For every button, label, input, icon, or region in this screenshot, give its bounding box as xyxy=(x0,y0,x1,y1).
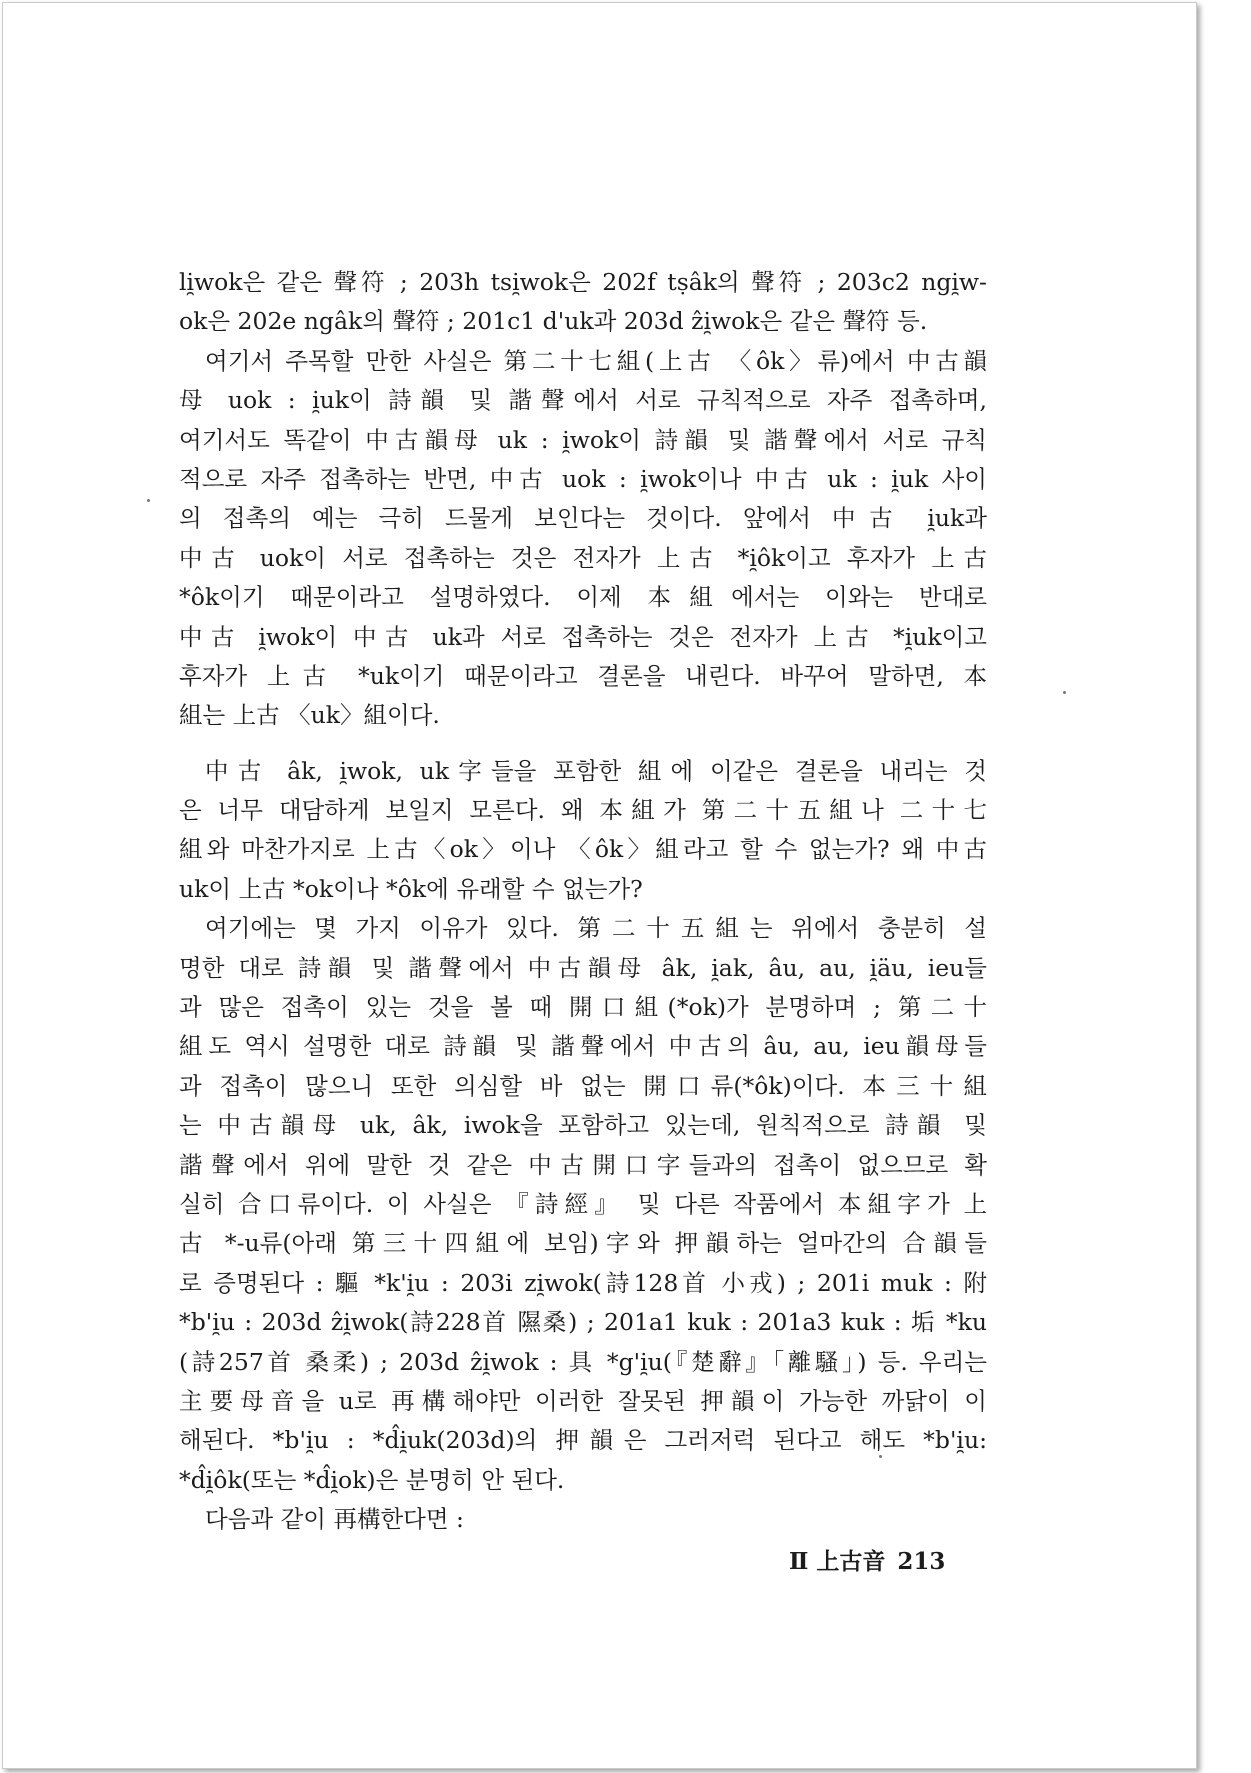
text-line: 中古 âk, i̯wok, uk字들을 포함한 組에 이같은 결론을 내리는 것 xyxy=(205,756,987,785)
text-line: 의 접촉의 예는 극히 드물게 보인다는 것이다. 앞에서 中古 i̯uk과 xyxy=(179,504,987,533)
text-line: 는 中古韻母 uk, âk, iwok을 포함하고 있는데, 원칙적으로 詩韻 및 xyxy=(179,1111,987,1140)
text-line: 로 증명된다 : 驅 *k'i̯u : 203i zi̯wok(詩128首 小戎) ; 201i muk : 附 xyxy=(179,1268,987,1297)
text-line: (詩257首 桑柔) ; 203d ẑi̯wok : 具 *g'i̯u(『楚辭』「離騷」) 등. 우리는 xyxy=(179,1347,987,1376)
text-line: 과 접촉이 많으니 또한 의심할 바 없는 開口류(*ôk)이다. 本三十組 xyxy=(179,1071,987,1100)
text-line: 中古 i̯wok이 中古 uk과 서로 접촉하는 것은 전자가 上古 *i̯uk이고 xyxy=(179,622,987,651)
text-line: 諧聲에서 위에 말한 것 같은 中古開口字들과의 접촉이 없으므로 확 xyxy=(179,1150,987,1179)
book-page xyxy=(2,2,1197,1769)
text-line: *d̂i̯ôk(또는 *d̂i̯ok)은 분명히 안 된다. xyxy=(179,1465,565,1494)
text-line: 中古 uok이 서로 접촉하는 것은 전자가 上古 *i̯ôk이고 후자가 上古 xyxy=(179,543,987,572)
running-header: Ⅱ 上古音 xyxy=(789,1548,886,1575)
text-line: 組는 上古 〈uk〉組이다. xyxy=(179,701,440,730)
text-line: 組와 마찬가지로 上古〈ok〉이나 〈ôk〉組라고 할 수 없는가? 왜 中古 xyxy=(179,835,987,864)
body-text xyxy=(179,263,987,1540)
text-line: 명한 대로 詩韻 및 諧聲에서 中古韻母 âk, i̯ak, âu, au, i̯äu, ieu들 xyxy=(179,953,987,982)
text-line: 여기에는 몇 가지 이유가 있다. 第二十五組는 위에서 충분히 설 xyxy=(205,914,987,943)
text-line: li̯wok은 같은 聲符 ; 203h tsi̯wok은 202f tṣâk의 聲符 ; 203c2 ngi̯w- xyxy=(179,268,987,296)
text-line: 여기서도 똑같이 中古韻母 uk : i̯wok이 詩韻 및 諧聲에서 서로 규칙 xyxy=(179,425,987,454)
text-line: 실히 合口류이다. 이 사실은 『詩經』 및 다른 작품에서 本組字가 上 xyxy=(179,1189,987,1218)
page-number: 213 xyxy=(897,1548,946,1575)
text-line: 古 *-u류(아래 第三十四組에 보임)字와 押韻하는 얼마간의 合韻들 xyxy=(179,1229,987,1258)
text-line: 해된다. *b'i̯u : *d̂i̯uk(203d)의 押韻은 그러저럭 된다고 해도 *b'i̯u: xyxy=(179,1426,987,1455)
text-line: 母 uok : i̯uk이 詩韻 및 諧聲에서 서로 규칙적으로 자주 접촉하며, xyxy=(179,386,987,415)
text-line: ok은 202e ngâk의 聲符 ; 201c1 d'uk과 203d ẑi̯wok은 같은 聲符 등. xyxy=(179,307,928,336)
scan-speck xyxy=(147,499,150,502)
scan-speck xyxy=(1063,691,1066,694)
text-line: 다음과 같이 再構한다면 : xyxy=(205,1505,464,1534)
text-line: 여기서 주목할 만한 사실은 第二十七組(上古 〈ôk〉류)에서 中古韻 xyxy=(205,346,987,375)
text-line: 후자가 上古 *uk이기 때문이라고 결론을 내린다. 바꾸어 말하면, 本 xyxy=(179,661,987,690)
text-line: 적으로 자주 접촉하는 반면, 中古 uok : i̯wok이나 中古 uk : i̯uk 사이 xyxy=(179,464,987,493)
text-line: 主要母音을 u로 再構해야만 이러한 잘못된 押韻이 가능한 까닭이 이 xyxy=(179,1386,987,1415)
scan-speck xyxy=(879,1455,882,1458)
page-footer xyxy=(789,1543,957,1576)
text-line: *ôk이기 때문이라고 설명하였다. 이제 本組에서는 이와는 반대로 xyxy=(179,583,987,612)
text-line: 組도 역시 설명한 대로 詩韻 및 諧聲에서 中古의 âu, au, ieu韻母들 xyxy=(179,1032,987,1061)
text-line: 과 많은 접촉이 있는 것을 볼 때 開口組(*ok)가 분명하며 ; 第二十 xyxy=(179,993,987,1022)
text-line: 은 너무 대담하게 보일지 모른다. 왜 本組가 第二十五組나 二十七 xyxy=(179,796,987,825)
text-line: *b'i̯u : 203d ẑi̯wok(詩228首 隰桑) ; 201a1 kuk : 201a3 kuk : 垢 *ku xyxy=(179,1308,987,1337)
text-line: uk이 上古 *ok이나 *ôk에 유래할 수 없는가? xyxy=(179,874,643,903)
